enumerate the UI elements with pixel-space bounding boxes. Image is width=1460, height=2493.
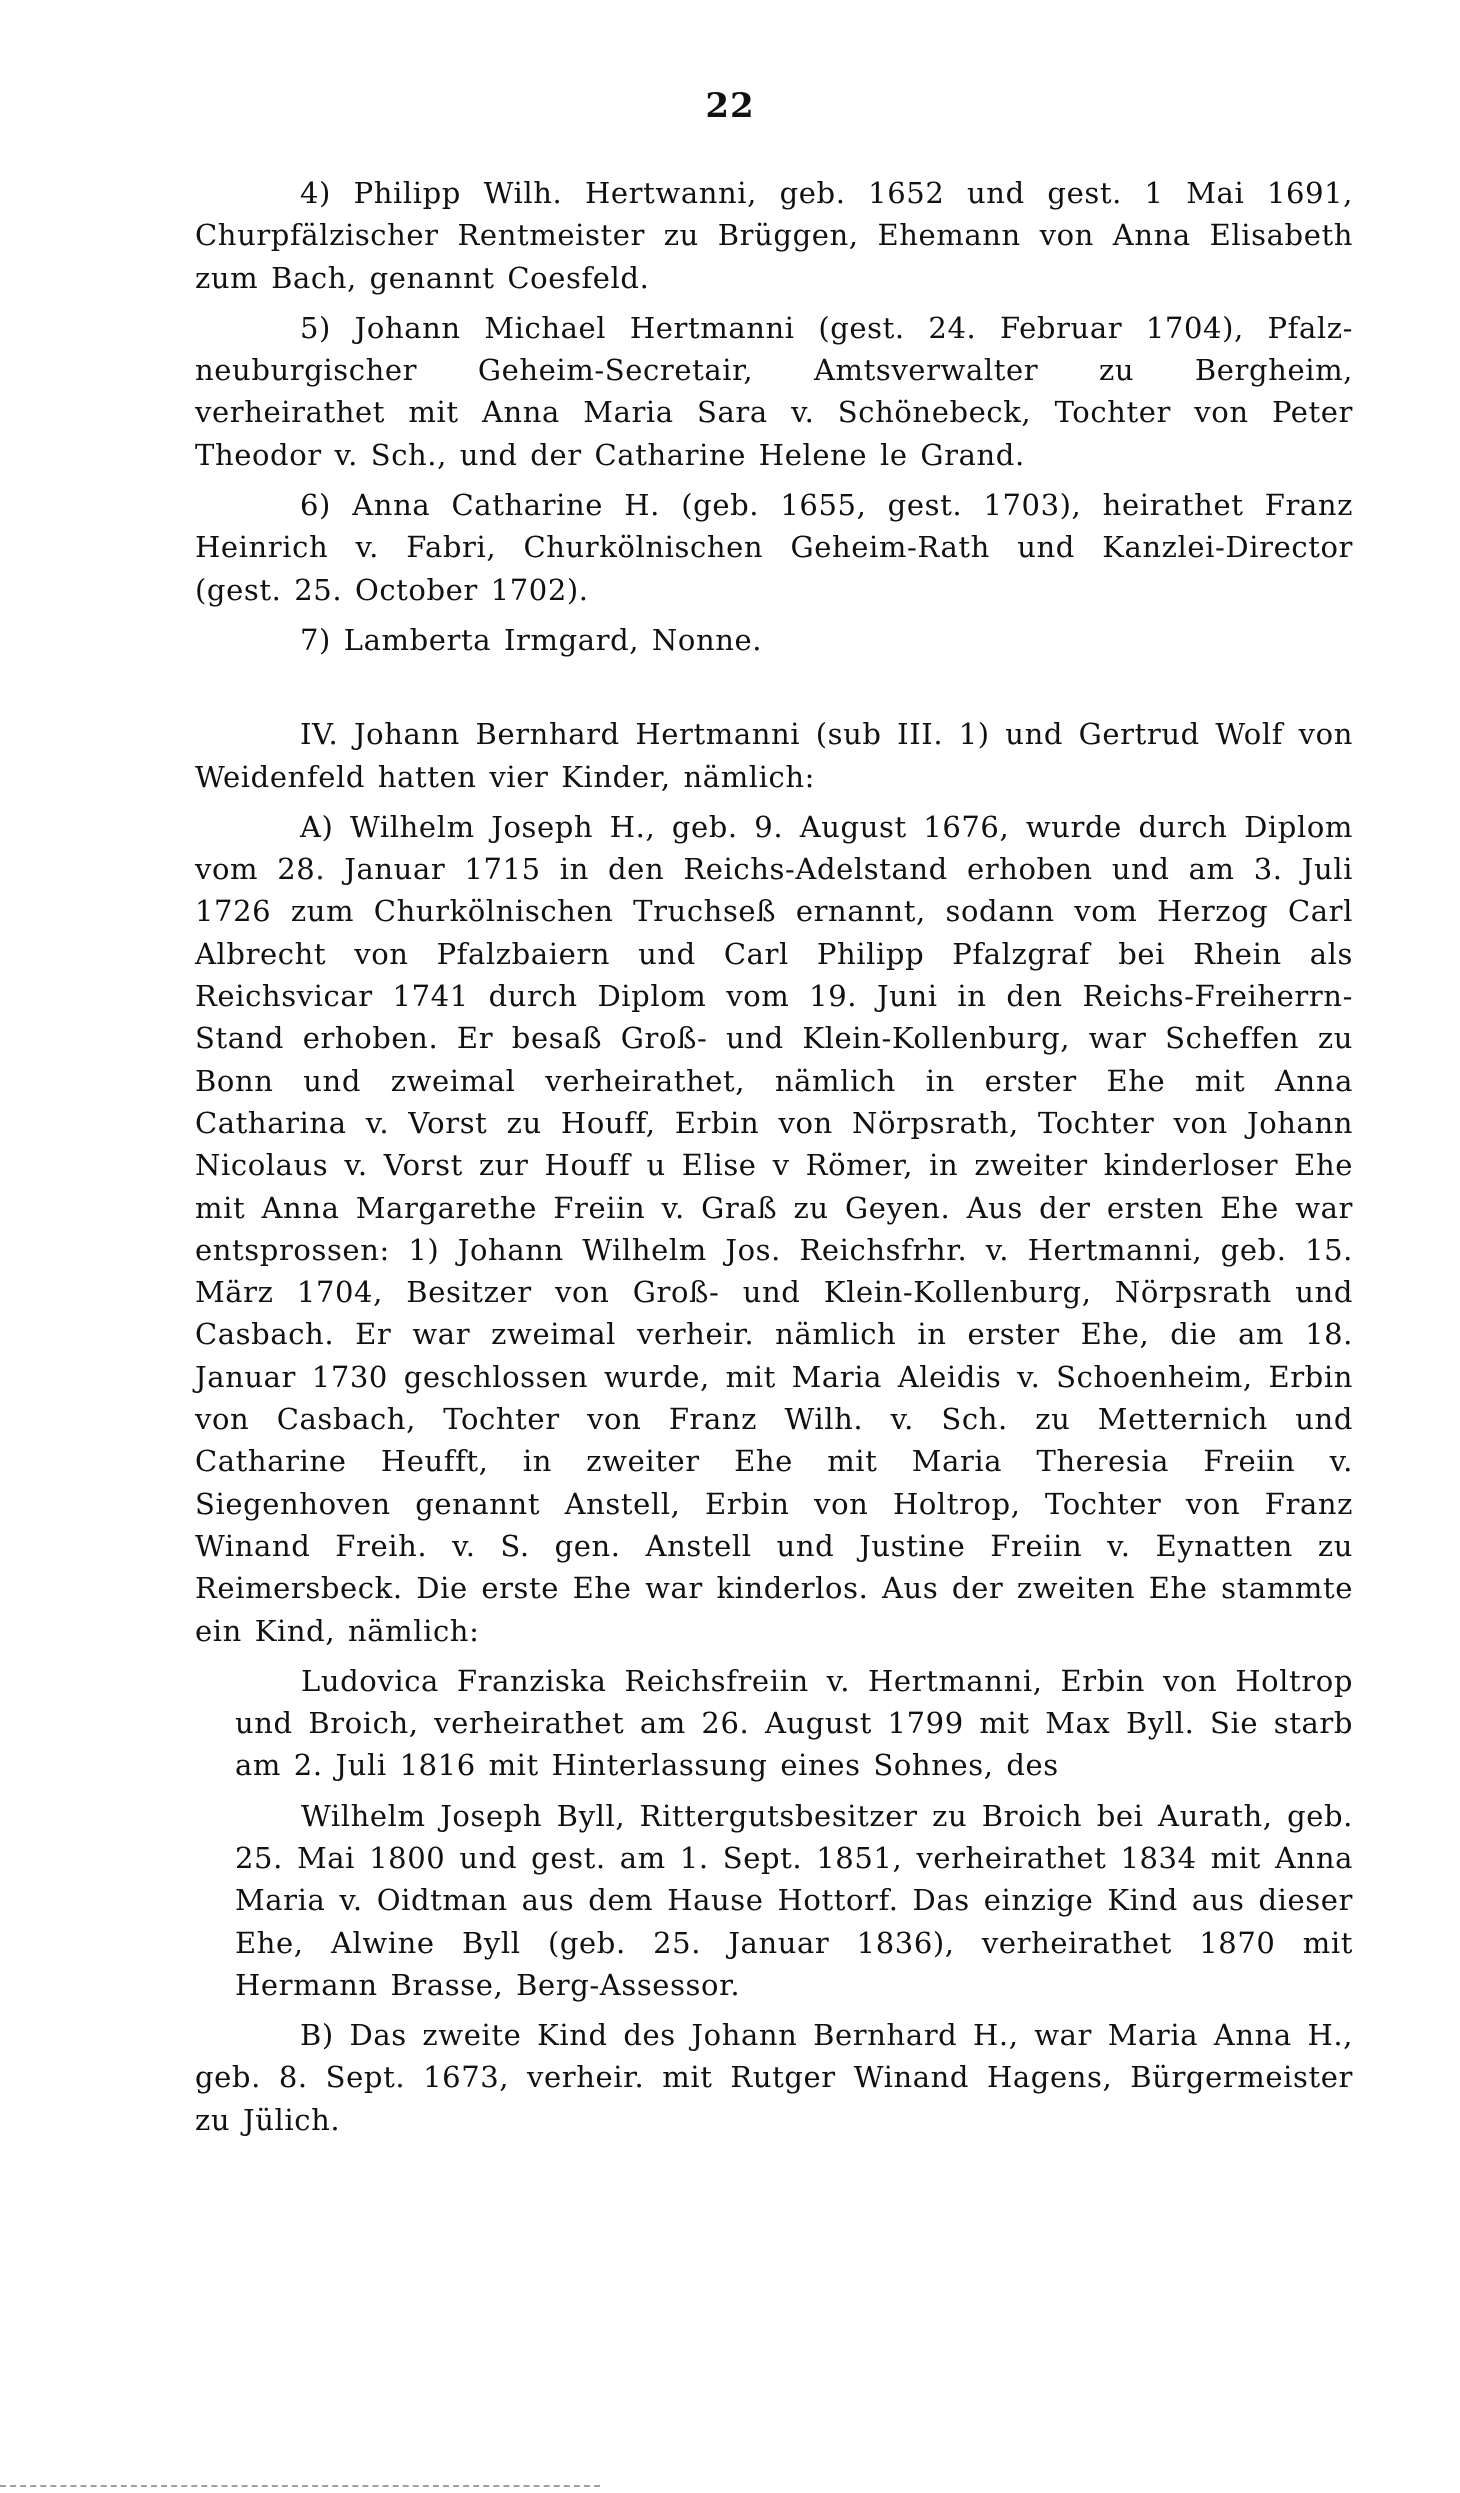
paragraph-item-4: 4) Philipp Wilh. Hertwanni, geb. 1652 und gest. 1 Mai 1691, Churpfälzischer Rentmeister zu Brüggen, Ehemann von Anna Elisabeth zum Bach, genannt Coesfeld. [195, 176, 1353, 295]
paragraph-item-7: 7) Lamberta Irmgard, Nonne. [300, 622, 763, 657]
paragraph-item-6: 6) Anna Catharine H. (geb. 1655, gest. 1703), heirathet Franz Heinrich v. Fabri, Churkölnischen Geheim-Rath und Kanzlei-Director (gest. 25. October 1702). [195, 488, 1353, 607]
paragraph-child-a: A) Wilhelm Joseph H., geb. 9. August 1676, wurde durch Diplom vom 28. Januar 1715 in den Reichs-Adelstand erhoben und am 3. Juli 1726 zum Churkölnischen Truchseß ernannt, sodann vom Herzog Carl Albrecht von Pfalzbaiern und Carl Philipp Pfalzgraf bei Rhein als Reichsvicar 1741 durch Diplom vom 19. Juni in den Reichs-Freiherrn-Stand erhoben. Er besaß Groß- und Klein-Kollenburg, war Scheffen zu Bonn und zweimal verheirathet, nämlich in erster Ehe mit Anna Catharina v. Vorst zu Houff, Erbin von Nörpsrath, Tochter von Johann Nicolaus v. Vorst zur Houff u Elise v Römer, in zweiter kinderloser Ehe mit Anna Margarethe Freiin v. Graß zu Geyen. Aus der ersten Ehe war entsprossen: 1) Johann Wilhelm Jos. Reichsfrhr. v. Hertmanni, geb. 15. März 1704, Besitzer von Groß- und Klein-Kollenburg, Nörpsrath und Casbach. Er war zweimal verheir. nämlich in erster Ehe, die am 18. Januar 1730 geschlossen wurde, mit Maria Aleidis v. Schoenheim, Erbin von Casbach, Tochter von Franz Wilh. v. Sch. zu Metternich und Catharine Heufft, in zweiter Ehe mit Maria Theresia Freiin v. Siegenhoven genannt Anstell, Erbin von Holtrop, Tochter von Franz Winand Freih. v. S. gen. Anstell und Justine Freiin v. Eynatten zu Reimersbeck. Die erste Ehe war kinderlos. Aus der zweiten Ehe stammte ein Kind, nämlich: [195, 809, 1353, 1648]
page-body [195, 172, 1353, 2149]
paragraph-child-b: B) Das zweite Kind des Johann Bernhard H., war Maria Anna H., geb. 8. Sept. 1673, verheir. mit Rutger Winand Hagens, Bürgermeister zu Jülich. [195, 2018, 1353, 2137]
scan-edge-marks [0, 2481, 600, 2487]
section-heading-iv: IV. Johann Bernhard Hertmanni (sub III. 1) und Gertrud Wolf von Weidenfeld hatten vier Kinder, nämlich: [195, 717, 1353, 794]
paragraph-item-5: 5) Johann Michael Hertmanni (gest. 24. Februar 1704), Pfalz-neuburgischer Geheim-Secretair, Amtsverwalter zu Bergheim, verheirathet mit Anna Maria Sara v. Schönebeck, Tochter von Peter Theodor v. Sch., und der Catharine Helene le Grand. [195, 310, 1353, 472]
page-number: 22 [705, 86, 755, 126]
paragraph-wilhelm-byll: Wilhelm Joseph Byll, Rittergutsbesitzer zu Broich bei Aurath, geb. 25. Mai 1800 und gest. am 1. Sept. 1851, verheirathet 1834 mit Anna Maria v. Oidtman aus dem Hause Hottorf. Das einzige Kind aus dieser Ehe, Alwine Byll (geb. 25. Januar 1836), verheirathet 1870 mit Hermann Brasse, Berg-Assessor. [235, 1798, 1353, 2002]
paragraph-ludovica: Ludovica Franziska Reichsfreiin v. Hertmanni, Erbin von Holtrop und Broich, verheirathet am 26. August 1799 mit Max Byll. Sie starb am 2. Juli 1816 mit Hinterlassung eines Sohnes, des [235, 1663, 1353, 1783]
